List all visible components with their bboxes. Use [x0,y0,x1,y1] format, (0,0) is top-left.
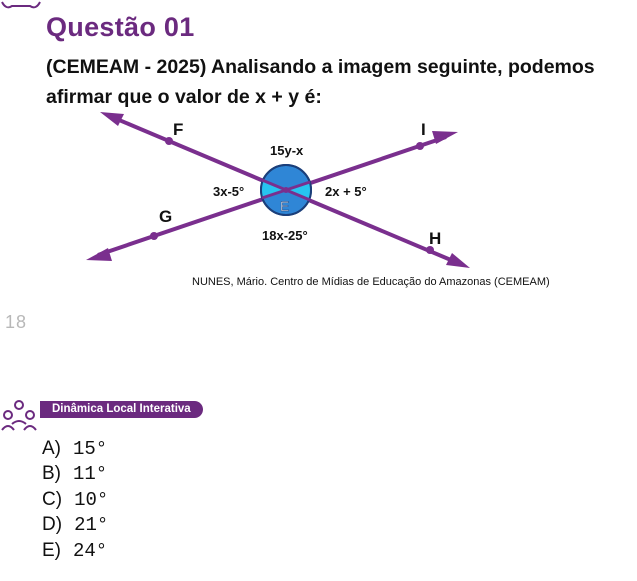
answer-options [42,436,108,564]
label-g: G [159,207,173,226]
question-title: Questão 01 [46,12,195,42]
point-g [150,232,158,240]
figure-credit: NUNES, Mário. Centro de Mídias de Educação do Amazonas (CEMEAM) [192,276,550,288]
arrow-i [432,131,458,144]
arrow-g [86,248,112,261]
group-people-icon [0,398,38,432]
option-letter: A) [42,437,61,459]
activity-tag: Dinâmica Local Interativa [40,401,203,418]
point-f [165,137,173,145]
label-h: H [429,229,442,248]
option-value: 11° [73,463,108,486]
angle-right-label: 2x + 5° [325,184,367,199]
angle-left-label: 3x-5° [213,184,245,199]
angle-top-label: 15y-x [270,143,304,158]
option-letter: D) [42,514,63,536]
option-letter: B) [42,463,61,485]
label-f: F [173,120,184,139]
option-value: 21° [74,514,109,537]
option-value: 10° [74,488,109,511]
arrow-h [446,253,470,268]
option-letter: E) [42,539,61,561]
option-value: 15° [73,437,108,460]
option-a[interactable] [42,436,108,462]
label-i: I [421,120,426,139]
point-i [416,142,424,150]
option-letter: C) [42,488,63,510]
option-c[interactable] [42,487,108,513]
option-value: 24° [73,539,108,562]
question-statement: (CEMEAM - 2025) Analisando a imagem seguinte, podemos afirmar que o valor de x + y é: [46,56,595,108]
label-e: E [280,198,290,214]
page-number: 18 [5,312,28,332]
option-e[interactable] [42,538,108,564]
option-b[interactable] [42,462,108,488]
option-d[interactable] [42,513,108,539]
arrow-f [100,112,124,126]
angle-bottom-label: 18x-25° [262,228,308,243]
